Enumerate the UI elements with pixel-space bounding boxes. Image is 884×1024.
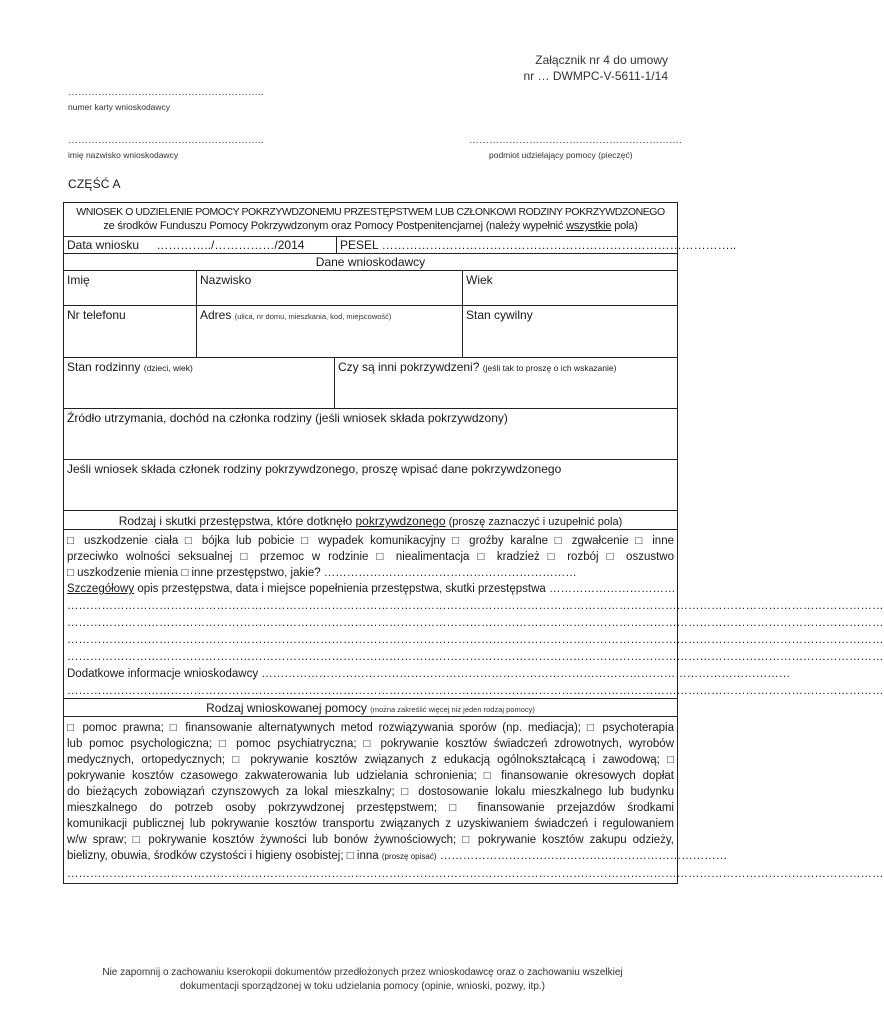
help-options-line-4[interactable]: pokrywanie kosztów czasowego zakwaterowania lub udzielania schronienia; □ finansowanie okresowych dopłat xyxy=(67,770,674,782)
contact-row xyxy=(64,306,677,358)
income-source-row[interactable] xyxy=(64,409,677,460)
address-hint: (ulica, nr domu, mieszkania, kod, miejscowość) xyxy=(234,312,392,321)
address-label: Adres xyxy=(200,308,232,322)
crime-detail-line-3[interactable]: …………………………………………………………………………………………………………………………………………………………………………………………… xyxy=(67,634,884,646)
marital-status-cell[interactable] xyxy=(462,306,677,357)
phone-label: Nr telefonu xyxy=(67,308,126,322)
help-options-line-3[interactable]: medycznych, ortopedycznych; □ pokrywanie kosztów związanych z edukacją ogólnokształcącą i zawodową; □ xyxy=(67,754,674,766)
help-options-block xyxy=(64,717,884,885)
marital-status-label: Stan cywilny xyxy=(466,308,533,322)
family-row xyxy=(64,358,677,409)
date-value[interactable]: …………../……………/2014 xyxy=(156,238,305,252)
age-label: Wiek xyxy=(466,273,493,287)
crime-detail-line-4[interactable]: …………………………………………………………………………………………………………………………………………………………………………………………… xyxy=(67,651,884,663)
name-row xyxy=(64,271,677,306)
first-name-cell[interactable] xyxy=(64,271,196,305)
age-cell[interactable] xyxy=(462,271,677,305)
additional-info-dots[interactable]: …………………………………………………………………………………………………………………………………………………………………………………………… xyxy=(67,685,884,697)
help-options-line-7[interactable]: komunikacji publicznej lub pokrywanie kosztów transportu związanych z uzyskiwaniem świadczeń i regulowaniem xyxy=(67,818,674,830)
annex-line-2: nr … DWMPC-V-5611-1/14 xyxy=(523,69,668,83)
help-options-line-9[interactable]: bielizny, obuwia, środków czystości i higieny osobistej; □ inna (proszę opisać) ………………………………………………………………… xyxy=(67,850,728,862)
applicant-name-field[interactable]: ………………………………………………….. xyxy=(68,135,264,146)
help-options-dots[interactable]: …………………………………………………………………………………………………………………………………………………………………………………………… xyxy=(67,868,884,880)
crime-options-line-3[interactable]: □ uszkodzenie mienia □ inne przestępstwo, jakie? ………………………………………………………… xyxy=(67,567,577,579)
applicant-section-header: Dane wnioskodawcy xyxy=(64,254,677,271)
first-name-label: Imię xyxy=(67,273,90,287)
family-status-cell[interactable] xyxy=(64,358,334,408)
form-title-row xyxy=(64,203,677,237)
family-status-label: Stan rodzinny xyxy=(67,360,141,374)
footer-line-1: Nie zapomnij o zachowaniu kserokopii dokumentów przedłożonych przez wnioskodawcę oraz o zachowaniu wszelkiej xyxy=(102,967,623,978)
help-options-line-1[interactable]: □ pomoc prawna; □ finansowanie alternatywnych metod rozwiązywania sporów (np. mediacja); □ psychoterapia xyxy=(67,722,674,734)
application-form xyxy=(63,202,884,884)
victim-data-row[interactable] xyxy=(64,460,677,511)
form-subtitle: ze środków Funduszu Pomocy Pokrzywdzonym oraz Pomocy Postpenitencjarnej (należy wypełnić wszystkie pola) xyxy=(103,220,638,232)
help-options-line-6[interactable]: mieszkalnego do potrzeb osoby pokrzywdzonej przestępstwem; □ finansowanie przejazdów środkami xyxy=(67,802,674,814)
victim-data-label: Jeśli wniosek składa członek rodziny pokrzywdzonego, proszę wpisać dane pokrzywdzonego xyxy=(67,462,562,476)
applicant-name-label: imię nazwisko wnioskodawcy xyxy=(68,150,179,160)
crime-detail-prompt[interactable]: Szczegółowy opis przestępstwa, data i miejsce popełnienia przestępstwa, skutki przestępstwa …………………………… xyxy=(67,583,676,595)
form-title: WNIOSEK O UDZIELENIE POMOCY POKRZYWDZONEMU PRZESTĘPSTWEM LUB CZŁONKOWI RODZINY POKRZYWDZONEGO xyxy=(76,206,665,218)
crime-section-header: Rodzaj i skutki przestępstwa, które dotknęło pokrzywdzonego (proszę zaznaczyć i uzupełnić pola) xyxy=(64,511,677,530)
crime-options-line-1[interactable]: □ uszkodzenie ciała □ bójka lub pobicie □ wypadek komunikacyjny □ groźby karalne □ zgwałcenie □ inne xyxy=(67,535,674,547)
annex-line-1: Załącznik nr 4 do umowy xyxy=(535,53,668,67)
date-pesel-row xyxy=(64,237,737,254)
provider-stamp-field[interactable]: ………………………………………………………. xyxy=(469,135,682,146)
part-title: CZĘŚĆ A xyxy=(68,177,121,191)
other-victims-cell[interactable] xyxy=(334,358,677,408)
last-name-cell[interactable] xyxy=(196,271,462,305)
annex-header xyxy=(524,52,669,84)
other-victims-label: Czy są inni pokrzywdzeni? xyxy=(338,360,480,374)
additional-info-line[interactable]: Dodatkowe informacje wnioskodawcy ………………………………………………………………………………………………………………………… xyxy=(67,668,791,680)
help-options-line-2[interactable]: lub pomoc psychologiczna; □ pomoc psychiatryczna; □ pokrywanie kosztów świadczeń zdrowotnych, wyrobów xyxy=(67,738,674,750)
footer-note xyxy=(60,966,665,994)
phone-cell[interactable] xyxy=(64,306,196,357)
family-status-hint: (dzieci, wiek) xyxy=(143,363,193,373)
card-number-label: numer karty wnioskodawcy xyxy=(68,102,171,112)
crime-detail-line-2[interactable]: …………………………………………………………………………………………………………………………………………………………………………………………… xyxy=(67,617,884,629)
provider-stamp-label: podmiot udzielający pomocy (pieczęć) xyxy=(489,150,633,160)
date-label: Data wniosku xyxy=(67,238,140,252)
crime-detail-line-1[interactable]: …………………………………………………………………………………………………………………………………………………………………………………………… xyxy=(67,600,884,612)
crime-options-line-2[interactable]: przeciwko wolności seksualnej □ przemoc w rodzinie □ niealimentacja □ kradzież □ rozbój □ oszustwo xyxy=(67,551,674,563)
footer-line-2: dokumentacji sporządzonej w toku udzielania pomocy (opinie, wnioski, pozwy, itp.) xyxy=(180,981,545,992)
last-name-label: Nazwisko xyxy=(200,273,252,287)
card-number-field[interactable]: ………………………………………………….. xyxy=(68,87,264,98)
help-options-line-8[interactable]: w/w spraw; □ pokrywanie kosztów żywności lub bonów żywnościowych; □ pokrywanie kosztów zakupu odzieży, xyxy=(67,834,674,846)
help-section-header: Rodzaj wnioskowanej pomocy (można zakreślić więcej niż jeden rodzaj pomocy) xyxy=(64,699,677,717)
help-options-line-5[interactable]: do bieżących zobowiązań czynszowych za lokal mieszkalny; □ dostosowanie lokalu mieszkalnego lub budynku xyxy=(67,786,674,798)
crime-details-block xyxy=(64,530,884,699)
other-victims-hint: (jeśli tak to proszę o ich wskazanie) xyxy=(482,363,617,373)
pesel-cell[interactable]: PESEL …………………………………………………………………………….. xyxy=(336,237,677,253)
income-source-label: Źródło utrzymania, dochód na członka rodziny (jeśli wniosek składa pokrzywdzony) xyxy=(67,411,508,425)
address-cell[interactable] xyxy=(196,306,462,357)
date-cell[interactable] xyxy=(64,237,336,253)
